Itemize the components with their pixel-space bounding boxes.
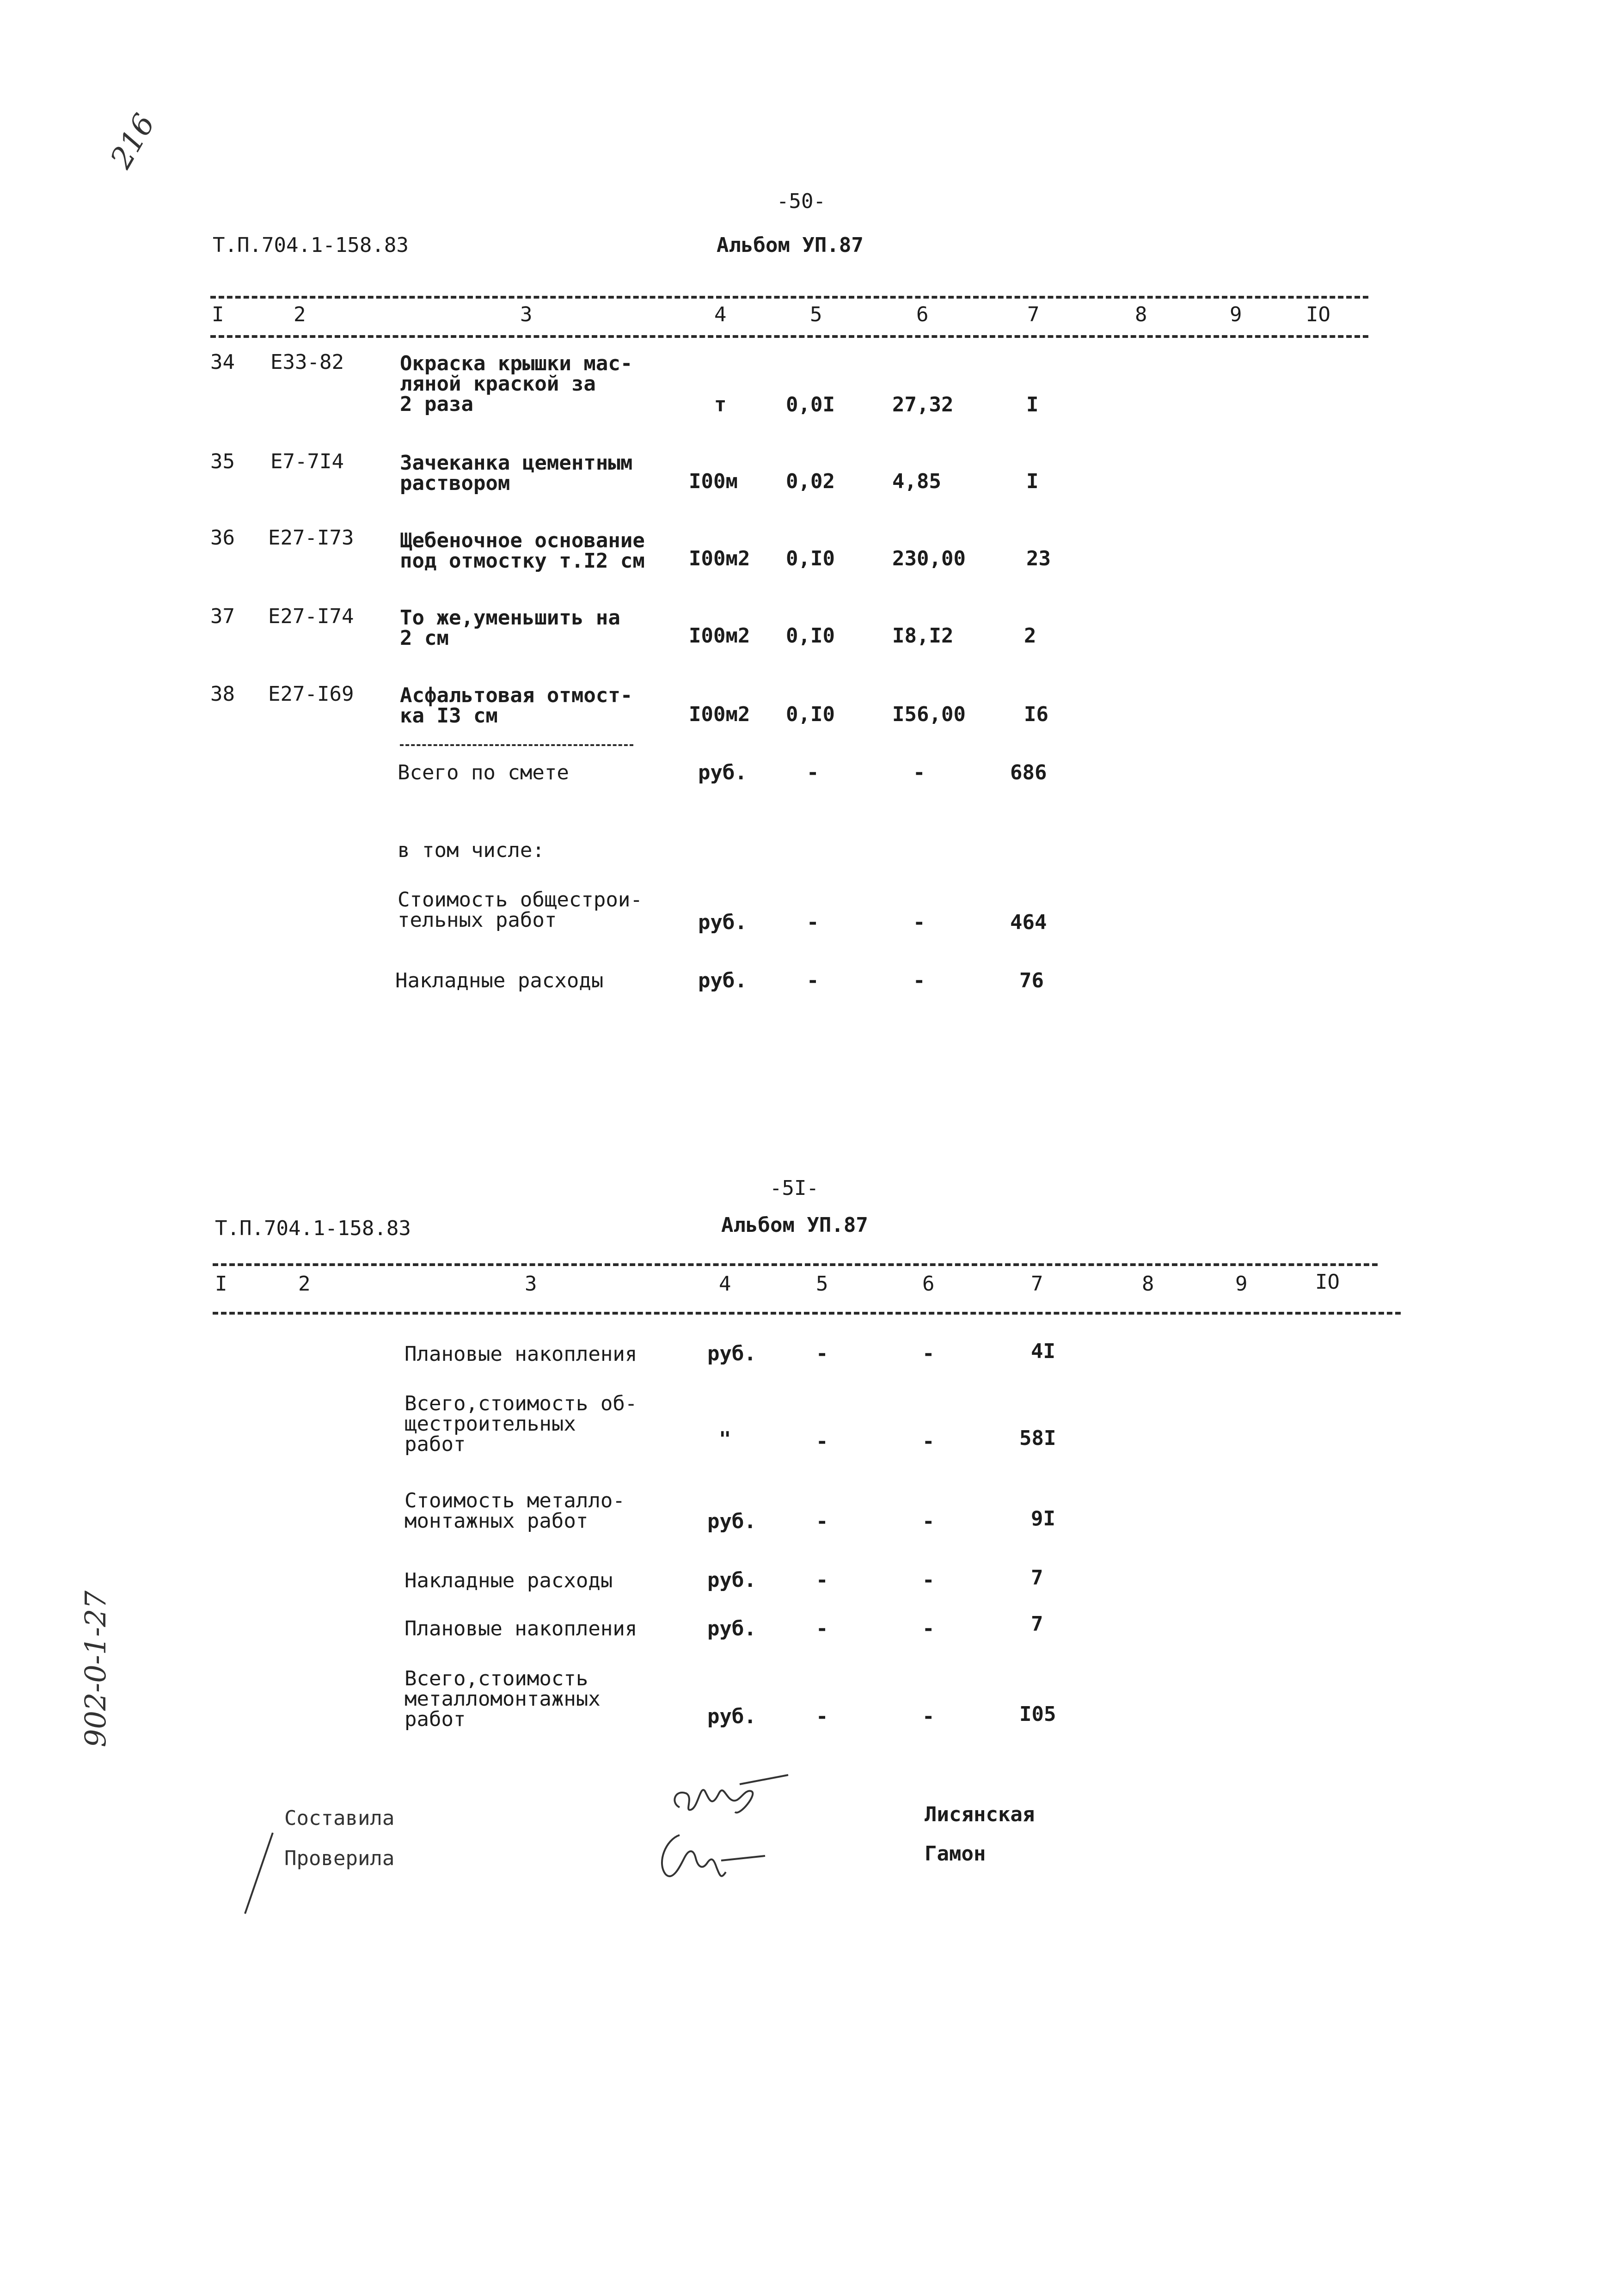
unit-price: I8,I2 bbox=[892, 624, 954, 648]
col-7: 7 bbox=[1027, 303, 1040, 326]
total-cost: 58I bbox=[1019, 1426, 1056, 1450]
col-6: 6 bbox=[916, 303, 929, 326]
total-cost: 2 bbox=[1024, 624, 1036, 648]
work-description: Щебеночное основание под отмостку т.I2 см bbox=[400, 529, 645, 573]
header-rule-bottom bbox=[213, 1312, 1401, 1315]
col-10: IO bbox=[1306, 303, 1330, 326]
col-6: 6 bbox=[922, 1272, 935, 1296]
total-cost: I bbox=[1026, 393, 1039, 416]
quantity: - bbox=[807, 969, 819, 992]
unit-price: - bbox=[913, 969, 925, 992]
unit: руб. bbox=[707, 1568, 756, 1592]
header-rule-top bbox=[213, 1263, 1378, 1266]
header-rule-bottom bbox=[210, 335, 1368, 338]
unit: I00м2 bbox=[689, 703, 750, 726]
rate-code: Е33-82 bbox=[270, 350, 344, 374]
col-3: 3 bbox=[520, 303, 533, 326]
quantity: 0,I0 bbox=[786, 703, 835, 726]
unit: I00м2 bbox=[689, 547, 750, 570]
rate-code: Е27-I73 bbox=[268, 526, 354, 550]
total-cost: 7 bbox=[1031, 1566, 1043, 1590]
unit: руб. bbox=[698, 969, 747, 992]
quantity: - bbox=[816, 1617, 828, 1640]
total-cost: I05 bbox=[1019, 1702, 1056, 1726]
col-2: 2 bbox=[298, 1272, 311, 1296]
page-number: -5I- bbox=[770, 1176, 819, 1200]
compiled-by-name: Лисянская bbox=[925, 1803, 1035, 1826]
col-9: 9 bbox=[1235, 1272, 1248, 1296]
total-cost: 686 bbox=[1010, 761, 1047, 784]
unit: руб. bbox=[707, 1705, 756, 1728]
total-cost: 23 bbox=[1026, 547, 1051, 570]
quantity: 0,I0 bbox=[786, 547, 835, 570]
unit-price: 230,00 bbox=[892, 547, 966, 570]
total-cost: 76 bbox=[1019, 969, 1044, 992]
work-description: То же,уменьшить на 2 см bbox=[400, 606, 620, 650]
row-number: 37 bbox=[210, 605, 235, 628]
unit: руб. bbox=[707, 1510, 756, 1533]
unit: руб. bbox=[698, 911, 747, 934]
col-1: I bbox=[212, 303, 224, 326]
quantity: 0,02 bbox=[786, 470, 835, 493]
quantity: - bbox=[816, 1705, 828, 1728]
work-description: Всего,стоимость металломонтажных работ bbox=[404, 1667, 601, 1731]
summary-description: Всего по смете bbox=[398, 761, 569, 784]
col-5: 5 bbox=[816, 1272, 828, 1296]
doc-reference: Т.П.704.1-158.83 bbox=[213, 233, 409, 257]
signature-checked bbox=[652, 1821, 767, 1886]
rate-code: Е27-I69 bbox=[268, 682, 354, 706]
unit: " bbox=[719, 1427, 731, 1451]
col-4: 4 bbox=[719, 1272, 731, 1296]
quantity: 0,I0 bbox=[786, 624, 835, 648]
unit-price: - bbox=[922, 1568, 935, 1592]
page-number: -50- bbox=[777, 190, 826, 213]
total-cost: I bbox=[1026, 470, 1039, 493]
col-3: 3 bbox=[525, 1272, 537, 1296]
album-label: Альбом УП.87 bbox=[721, 1213, 868, 1237]
unit-price: - bbox=[922, 1510, 935, 1533]
rate-code: Е27-I74 bbox=[268, 605, 354, 628]
work-description: Асфальтовая отмост- ка I3 см bbox=[400, 684, 633, 728]
col-1: I bbox=[215, 1272, 227, 1296]
unit-price: - bbox=[922, 1430, 935, 1453]
subtotal-rule bbox=[400, 744, 633, 746]
row-number: 35 bbox=[210, 450, 235, 473]
unit-price: - bbox=[922, 1705, 935, 1728]
unit-price: - bbox=[913, 761, 925, 784]
signature-compiled bbox=[666, 1766, 791, 1826]
col-8: 8 bbox=[1142, 1272, 1154, 1296]
row-number: 34 bbox=[210, 350, 235, 374]
row-number: 38 bbox=[210, 682, 235, 706]
row-number: 36 bbox=[210, 526, 235, 550]
summary-description: Накладные расходы bbox=[395, 969, 604, 992]
unit-price: 4,85 bbox=[892, 470, 941, 493]
quantity: - bbox=[807, 911, 819, 934]
checked-by-label: Проверила bbox=[284, 1847, 395, 1870]
doc-reference: Т.П.704.1-158.83 bbox=[215, 1217, 411, 1240]
work-description: Плановые накопления bbox=[404, 1617, 637, 1640]
unit: руб. bbox=[698, 761, 747, 784]
rate-code: Е7-7I4 bbox=[270, 450, 344, 473]
checked-slash-mark bbox=[240, 1830, 277, 1918]
work-description: Всего,стоимость об- щестроительных работ bbox=[404, 1392, 637, 1456]
total-cost: 7 bbox=[1031, 1612, 1043, 1636]
work-description: Стоимость металло- монтажных работ bbox=[404, 1489, 625, 1533]
col-10: IO bbox=[1315, 1270, 1340, 1294]
unit: I00м bbox=[689, 470, 738, 493]
margin-note: 216 bbox=[104, 108, 162, 174]
col-7: 7 bbox=[1031, 1272, 1043, 1296]
checked-by-name: Гамон bbox=[925, 1842, 986, 1866]
summary-description: в том числе: bbox=[398, 838, 545, 862]
col-4: 4 bbox=[714, 303, 727, 326]
total-cost: 4I bbox=[1031, 1340, 1055, 1363]
unit-price: - bbox=[922, 1342, 935, 1365]
quantity: 0,0I bbox=[786, 393, 835, 416]
unit-price: - bbox=[922, 1617, 935, 1640]
total-cost: 9I bbox=[1031, 1507, 1055, 1530]
unit: I00м2 bbox=[689, 624, 750, 648]
album-label: Альбом УП.87 bbox=[717, 233, 864, 257]
col-2: 2 bbox=[294, 303, 306, 326]
unit: т bbox=[714, 393, 727, 416]
unit-price: I56,00 bbox=[892, 703, 966, 726]
col-8: 8 bbox=[1135, 303, 1147, 326]
unit-price: - bbox=[913, 911, 925, 934]
work-description: Плановые накопления bbox=[404, 1342, 637, 1366]
unit: руб. bbox=[707, 1342, 756, 1365]
col-9: 9 bbox=[1230, 303, 1242, 326]
unit: руб. bbox=[707, 1617, 756, 1640]
unit-price: 27,32 bbox=[892, 393, 954, 416]
quantity: - bbox=[816, 1342, 828, 1365]
work-description: Зачеканка цементным раствором bbox=[400, 451, 633, 495]
quantity: - bbox=[807, 761, 819, 784]
col-5: 5 bbox=[810, 303, 822, 326]
header-rule-top bbox=[210, 296, 1368, 299]
summary-description: Стоимость общестрои- тельных работ bbox=[398, 888, 643, 932]
work-description: Окраска крышки мас- ляной краской за 2 раза bbox=[400, 352, 633, 416]
total-cost: 464 bbox=[1010, 911, 1047, 934]
work-description: Накладные расходы bbox=[404, 1569, 613, 1592]
quantity: - bbox=[816, 1568, 828, 1592]
total-cost: I6 bbox=[1024, 703, 1048, 726]
compiled-by-label: Составила bbox=[284, 1806, 395, 1830]
quantity: - bbox=[816, 1510, 828, 1533]
side-note: 902-0-1-27 bbox=[79, 1591, 112, 1747]
quantity: - bbox=[816, 1430, 828, 1453]
